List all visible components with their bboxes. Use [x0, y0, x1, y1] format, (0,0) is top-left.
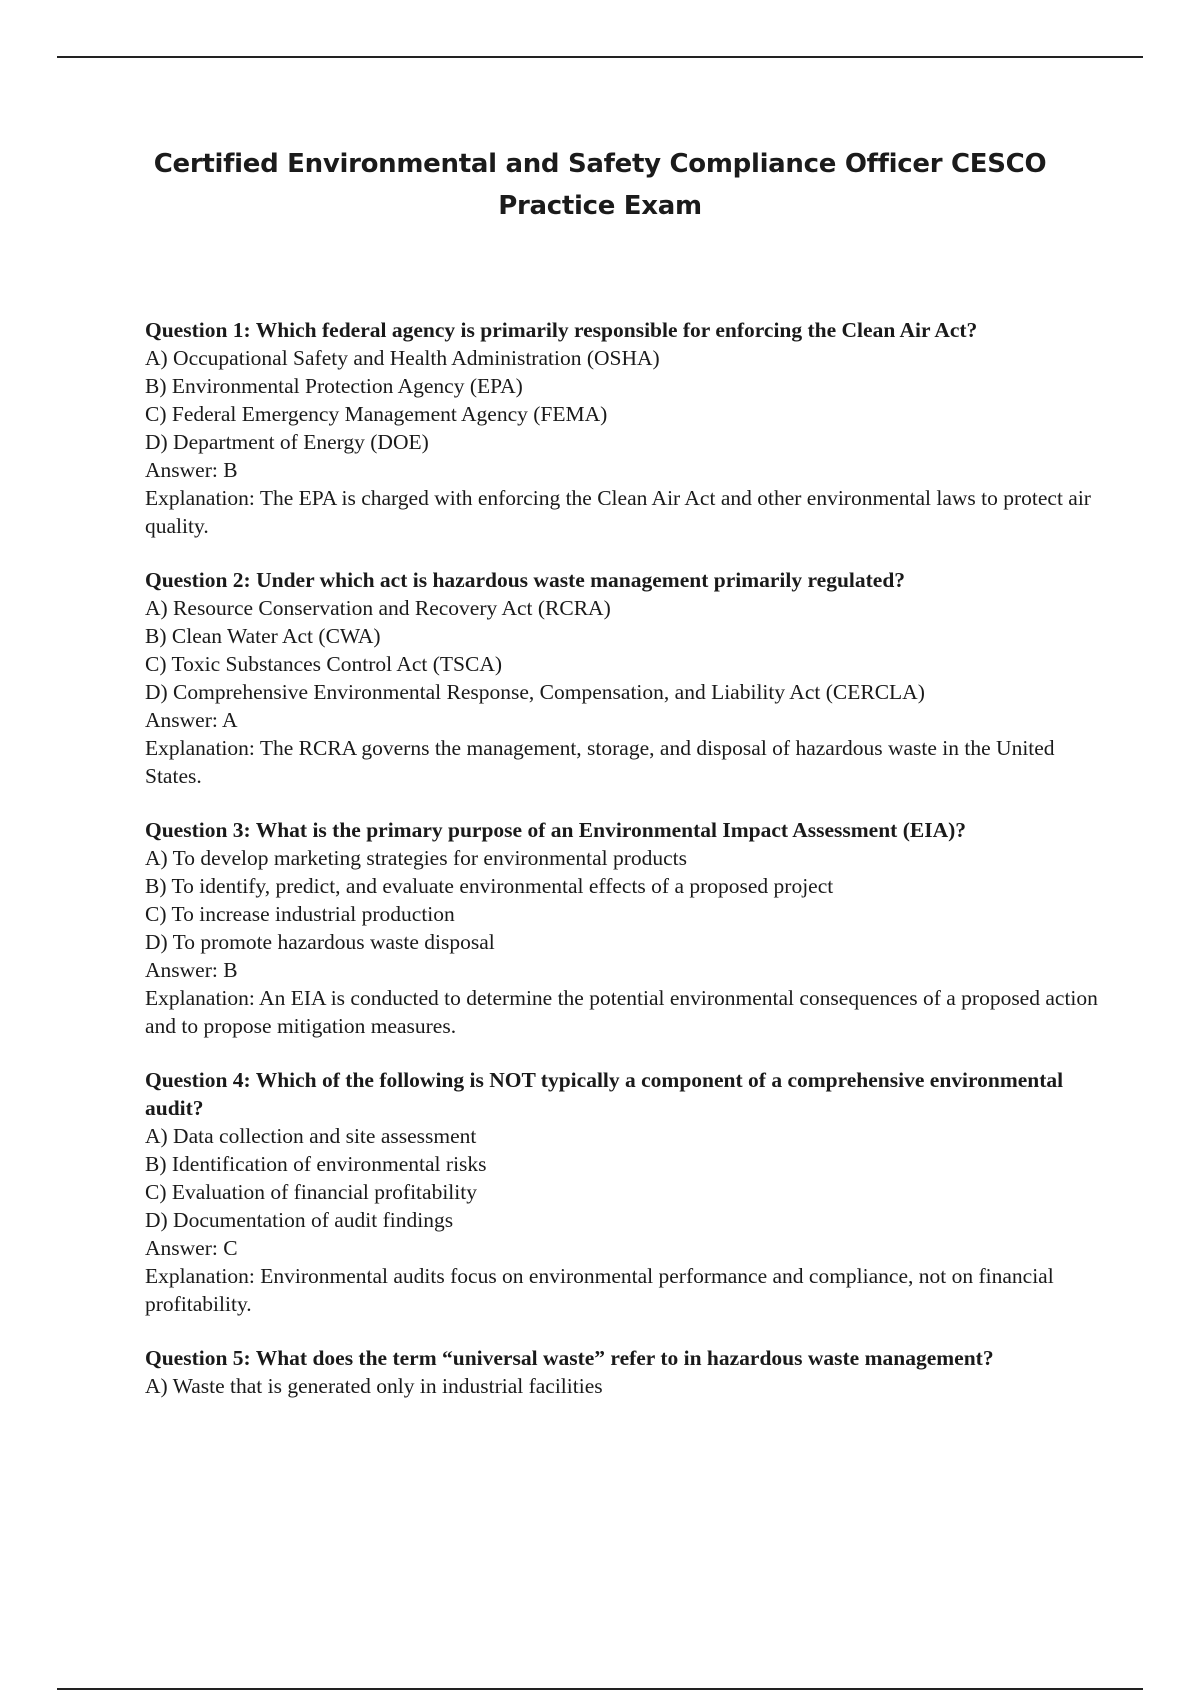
option-d: D) Documentation of audit findings: [145, 1208, 454, 1232]
option-c: C) Federal Emergency Management Agency (FEMA): [145, 402, 608, 426]
question-3: [145, 816, 1105, 1040]
answer: Answer: A: [145, 708, 238, 732]
question-title: Question 2: Under which act is hazardous waste management primarily regulated?: [145, 568, 906, 592]
option-d: D) Department of Energy (DOE): [145, 430, 429, 454]
answer: Answer: B: [145, 458, 238, 482]
option-c: C) Toxic Substances Control Act (TSCA): [145, 652, 503, 676]
option-d: D) Comprehensive Environmental Response, Compensation, and Liability Act (CERCLA): [145, 680, 925, 704]
explanation: Explanation: The EPA is charged with enforcing the Clean Air Act and other environmental laws to protect air quality.: [145, 486, 1091, 538]
option-c: C) To increase industrial production: [145, 902, 455, 926]
question-2: [145, 566, 1105, 790]
bottom-rule: [57, 1688, 1143, 1690]
option-d: D) To promote hazardous waste disposal: [145, 930, 495, 954]
question-title: Question 4: Which of the following is NOT typically a component of a comprehensive environmental audit?: [145, 1068, 1064, 1120]
question-5: [145, 1344, 1105, 1400]
top-rule: [57, 56, 1143, 58]
option-a: A) Resource Conservation and Recovery Act (RCRA): [145, 596, 611, 620]
option-a: A) Occupational Safety and Health Administration (OSHA): [145, 346, 660, 370]
option-a: A) Waste that is generated only in industrial facilities: [145, 1374, 603, 1398]
answer: Answer: B: [145, 958, 238, 982]
question-1: [145, 316, 1105, 540]
option-b: B) Environmental Protection Agency (EPA): [145, 374, 523, 398]
answer: Answer: C: [145, 1236, 238, 1260]
option-b: B) Identification of environmental risks: [145, 1152, 487, 1176]
option-c: C) Evaluation of financial profitability: [145, 1180, 477, 1204]
explanation: Explanation: The RCRA governs the management, storage, and disposal of hazardous waste in the United States.: [145, 736, 1055, 788]
explanation: Explanation: Environmental audits focus on environmental performance and compliance, not on financial profitability.: [145, 1264, 1054, 1316]
option-a: A) Data collection and site assessment: [145, 1124, 477, 1148]
question-4: [145, 1066, 1105, 1318]
option-a: A) To develop marketing strategies for environmental products: [145, 846, 688, 870]
question-title: Question 1: Which federal agency is primarily responsible for enforcing the Clean Air Act?: [145, 318, 978, 342]
question-list: [145, 316, 1105, 1426]
option-b: B) Clean Water Act (CWA): [145, 624, 381, 648]
document-title: Certified Environmental and Safety Compliance Officer CESCO Practice Exam: [153, 149, 1047, 221]
question-title: Question 3: What is the primary purpose of an Environmental Impact Assessment (EIA)?: [145, 818, 967, 842]
option-b: B) To identify, predict, and evaluate environmental effects of a proposed project: [145, 874, 834, 898]
question-title: Question 5: What does the term “universal waste” refer to in hazardous waste management?: [145, 1346, 994, 1370]
explanation: Explanation: An EIA is conducted to determine the potential environmental consequences of a proposed action and to propose mitigation measures.: [145, 986, 1098, 1038]
